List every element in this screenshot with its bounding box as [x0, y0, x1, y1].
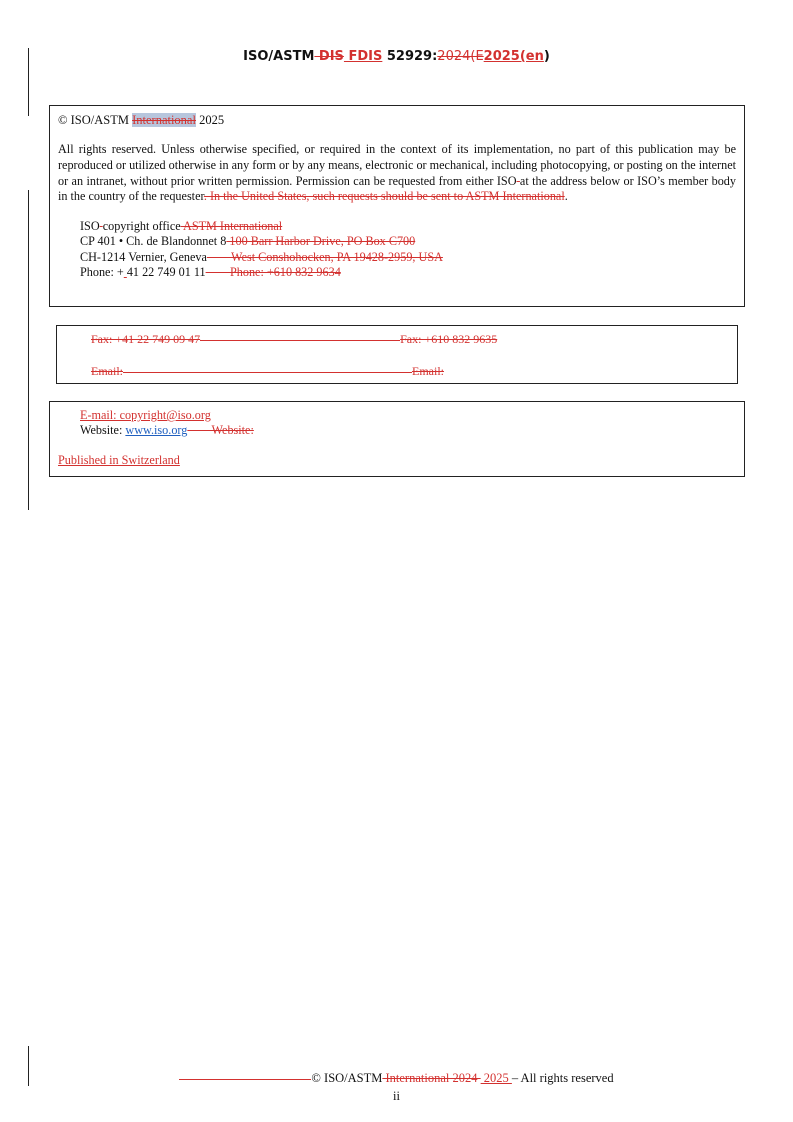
- rights-text-2: at the address below or ISO’s member body in the country of the requester: [58, 173, 736, 204]
- published-in-switzerland: Published in Switzerland: [58, 453, 180, 467]
- change-bar: [28, 190, 29, 510]
- page-footer: [0, 1071, 793, 1086]
- contact-email[interactable]: E-mail: copyright@iso.org: [80, 408, 211, 422]
- address-line-city: [80, 250, 736, 265]
- copyright-line: [58, 113, 736, 128]
- address-office: copyright office: [102, 219, 181, 234]
- header-prefix: ISO/ASTM: [243, 49, 315, 64]
- copyright-box: [49, 105, 745, 307]
- contact-lines: [80, 408, 736, 438]
- footer-copyright: © ISO/ASTM: [311, 1071, 383, 1085]
- published-line: [58, 453, 736, 468]
- email-row: [91, 364, 444, 379]
- address-city: CH-1214 Vernier, Geneva: [80, 249, 207, 264]
- fax-email-box: [56, 325, 738, 384]
- copyright-prefix: © ISO/ASTM: [58, 113, 133, 127]
- address-deleted-astm: ASTM International: [180, 219, 283, 234]
- address-block: [80, 219, 736, 280]
- website-deleted: Website:: [187, 423, 254, 437]
- address-cp: CP 401 • Ch. de Blandonnet 8: [80, 234, 227, 249]
- header-suffix: ): [543, 49, 550, 64]
- header-deleted-year: 2024(E: [437, 49, 484, 64]
- footer-inserted-year: 2025: [480, 1071, 512, 1085]
- rights-deleted-us-sentence: . In the United States, such requests should be sent to ASTM International: [203, 189, 565, 204]
- copyright-year: 2025: [195, 113, 225, 127]
- page-number: ii: [393, 1089, 400, 1103]
- email-right: Email:: [412, 364, 444, 378]
- header-inserted-fdis: FDIS: [343, 49, 383, 64]
- copyright-deleted-international: International: [132, 113, 196, 127]
- header-deleted-dis: DIS: [314, 49, 344, 64]
- address-iso: ISO: [80, 219, 100, 234]
- fax-row: [91, 332, 497, 347]
- email-left: Email:: [91, 364, 123, 378]
- email-strike-fill: [123, 372, 412, 373]
- website-link[interactable]: www.iso.org: [125, 423, 188, 437]
- footer-strike-fill: [179, 1079, 311, 1080]
- rights-end: .: [564, 189, 568, 204]
- footer-deleted-international: International 2024: [382, 1071, 481, 1085]
- fax-left: Fax: +41 22 749 09 47: [91, 332, 201, 346]
- website-label: Website:: [80, 423, 126, 437]
- address-deleted-barr-harbor: 100 Barr Harbor Drive, PO Box C700: [226, 234, 416, 249]
- rights-text: All rights reserved. Unless otherwise specified, or required in the context of its implementation, no part of this publication may be reproduced or utilized otherwise in any form or by any means, electronic or mechanical, including photocopying, or posting on the internet or an intranet, without prior written permission. Permission can be requested from either ISO: [58, 142, 736, 188]
- fax-right: Fax: +610 832 9635: [400, 332, 498, 346]
- address-line-office: [80, 219, 736, 234]
- header-inserted-year: 2025(en: [483, 49, 544, 64]
- document-header: [0, 49, 793, 64]
- address-line-cp: [80, 234, 736, 249]
- address-phone-b: 41 22 749 01 11: [126, 264, 206, 279]
- address-line-phone: [80, 265, 736, 280]
- address-deleted-phone: Phone: +610 832 9634: [205, 264, 341, 279]
- fax-strike-fill: [200, 340, 400, 341]
- address-deleted-conshohocken: West Conshohocken, PA 19428-2959, USA: [206, 249, 443, 264]
- rights-paragraph: [58, 142, 736, 205]
- header-number: 52929:: [382, 49, 438, 64]
- address-phone-a: Phone: +: [80, 264, 124, 279]
- contact-box: [49, 401, 745, 477]
- footer-rights: – All rights reserved: [511, 1071, 614, 1085]
